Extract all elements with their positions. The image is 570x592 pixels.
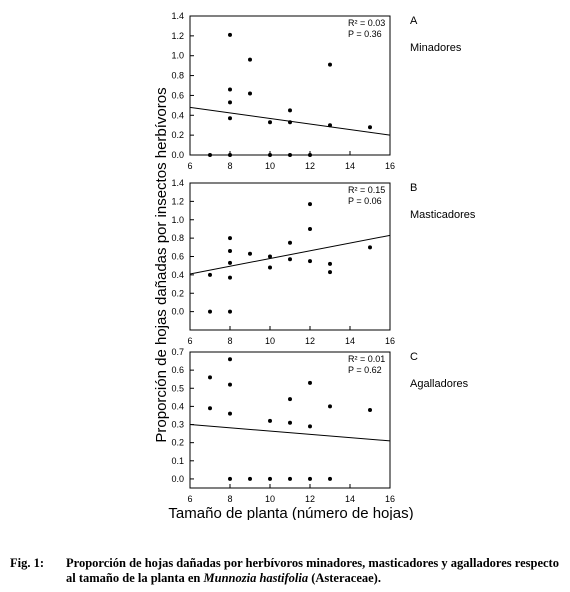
stats-b: P = 0.06	[348, 196, 382, 206]
y-tick-label-c: 0.6	[171, 365, 184, 376]
y-tick-label-b: 0.4	[171, 269, 184, 280]
panel-letter-c: C	[410, 351, 418, 363]
data-point-a	[208, 153, 212, 157]
data-point-b	[308, 259, 312, 263]
panel-b	[171, 178, 475, 346]
x-tick-label-b: 6	[187, 336, 193, 346]
data-point-b	[228, 236, 232, 240]
data-point-b	[368, 245, 372, 249]
data-point-b	[328, 270, 332, 274]
caption-text-start: Proporción de hojas dañadas por herbívoros minadores, masticadores y agalladores respecto al tamaño de la planta en	[66, 556, 559, 585]
data-point-b	[308, 202, 312, 206]
data-point-a	[228, 100, 232, 104]
y-tick-label-c: 0.0	[171, 473, 184, 484]
y-tick-label-c: 0.5	[171, 383, 184, 394]
x-tick-label-a: 10	[264, 161, 276, 171]
data-point-c	[328, 477, 332, 481]
data-point-a	[268, 153, 272, 157]
data-point-a	[288, 108, 292, 112]
caption-text	[66, 556, 566, 586]
data-point-c	[248, 477, 252, 481]
x-tick-label-c: 8	[227, 494, 233, 504]
x-tick-label-c: 6	[187, 494, 193, 504]
data-point-c	[208, 406, 212, 410]
y-tick-label-a: 1.2	[171, 30, 184, 41]
data-point-b	[248, 252, 252, 256]
y-tick-label-b: 1.0	[171, 214, 184, 225]
y-tick-label-a: 1.0	[171, 50, 184, 61]
x-tick-label-a: 14	[344, 161, 356, 171]
y-tick-label-b: 0.8	[171, 233, 184, 244]
data-point-a	[368, 125, 372, 129]
data-point-c	[308, 381, 312, 385]
x-tick-label-a: 16	[384, 161, 396, 171]
data-point-a	[308, 153, 312, 157]
panel-c	[171, 347, 468, 504]
y-tick-label-c: 0.4	[171, 401, 184, 412]
y-tick-label-c: 0.3	[171, 419, 184, 430]
x-tick-label-b: 12	[304, 336, 316, 346]
trend-line-c	[190, 425, 390, 441]
data-point-a	[328, 63, 332, 67]
y-tick-label-c: 0.7	[171, 347, 184, 357]
stats-a: P = 0.36	[348, 29, 382, 39]
data-point-c	[228, 383, 232, 387]
y-tick-label-b: 0.6	[171, 251, 184, 262]
x-tick-label-a: 6	[187, 161, 193, 171]
data-point-a	[228, 116, 232, 120]
y-tick-label-b: 0.2	[171, 288, 184, 299]
data-point-b	[208, 273, 212, 277]
caption-label: Fig. 1:	[10, 556, 45, 570]
caption-species: Munnozia hastifolia	[203, 571, 309, 585]
x-tick-label-c: 10	[264, 494, 276, 504]
y-tick-label-c: 0.1	[171, 455, 184, 466]
data-point-a	[288, 153, 292, 157]
y-tick-label-a: 0.6	[171, 90, 184, 101]
panel-category-b: Masticadores	[410, 209, 476, 221]
x-tick-label-c: 12	[304, 494, 316, 504]
data-point-c	[228, 357, 232, 361]
panel-category-c: Agalladores	[410, 378, 469, 390]
panel-letter-b: B	[410, 182, 418, 194]
x-axis-label: Tamaño de planta (número de hojas)	[168, 505, 414, 520]
data-point-b	[328, 262, 332, 266]
y-tick-label-a: 0.4	[171, 110, 184, 121]
x-tick-label-c: 16	[384, 494, 396, 504]
stats-a: R² = 0.03	[348, 18, 386, 28]
y-tick-label-a: 0.8	[171, 70, 184, 81]
y-tick-label-b: 1.4	[171, 178, 184, 188]
data-point-b	[308, 227, 312, 231]
data-point-c	[268, 419, 272, 423]
caption-text-end: (Asteraceae).	[308, 571, 381, 585]
y-tick-label-b: 0.0	[171, 306, 184, 317]
y-tick-label-a: 0.0	[171, 150, 184, 160]
data-point-a	[228, 87, 232, 91]
data-point-b	[288, 241, 292, 245]
data-point-c	[288, 421, 292, 425]
stats-b: R² = 0.15	[348, 185, 386, 195]
panel-a	[171, 11, 461, 171]
y-tick-label-c: 0.2	[171, 437, 184, 448]
data-point-c	[228, 412, 232, 416]
x-tick-label-b: 10	[264, 336, 276, 346]
data-point-c	[368, 408, 372, 412]
x-tick-label-a: 12	[304, 161, 316, 171]
panel-category-a: Minadores	[410, 42, 462, 54]
data-point-b	[228, 261, 232, 265]
y-tick-label-a: 1.4	[171, 11, 184, 21]
data-point-c	[268, 477, 272, 481]
y-tick-label-b: 1.2	[171, 196, 184, 207]
panel-letter-a: A	[410, 15, 418, 27]
data-point-b	[228, 249, 232, 253]
y-tick-label-a: 0.2	[171, 130, 184, 141]
data-point-a	[248, 91, 252, 95]
data-point-b	[228, 276, 232, 280]
x-tick-label-c: 14	[344, 494, 356, 504]
data-point-c	[288, 397, 292, 401]
stats-c: P = 0.62	[348, 365, 382, 375]
data-point-c	[328, 404, 332, 408]
data-point-b	[208, 310, 212, 314]
data-point-a	[268, 120, 272, 124]
x-tick-label-a: 8	[227, 161, 233, 171]
data-point-c	[228, 477, 232, 481]
data-point-a	[248, 58, 252, 62]
y-axis-label: Proporción de hojas dañadas por insectos herbívoros	[153, 87, 170, 443]
stats-c: R² = 0.01	[348, 354, 386, 364]
data-point-c	[208, 375, 212, 379]
data-point-a	[228, 153, 232, 157]
data-point-a	[228, 33, 232, 37]
data-point-c	[308, 424, 312, 428]
x-tick-label-b: 8	[227, 336, 233, 346]
data-point-b	[288, 257, 292, 261]
x-tick-label-b: 16	[384, 336, 396, 346]
data-point-c	[288, 477, 292, 481]
data-point-c	[308, 477, 312, 481]
data-point-b	[228, 310, 232, 314]
x-tick-label-b: 14	[344, 336, 356, 346]
data-point-b	[268, 266, 272, 270]
